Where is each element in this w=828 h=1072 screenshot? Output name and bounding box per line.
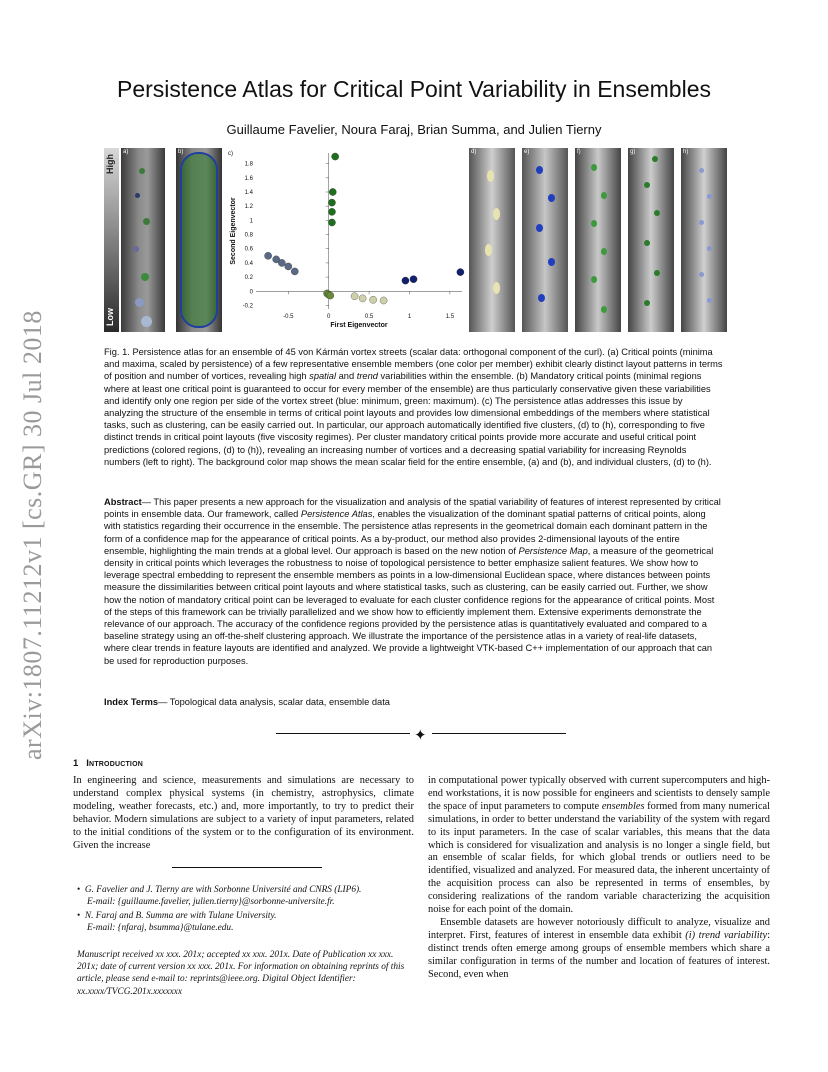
section-number: 1: [73, 758, 79, 769]
panel-f-image: [575, 148, 621, 332]
intro-text: formed from many numerical simulations, in order to better understand the variability of the system with regard to its input parameters. In the case of scalar variables, this means that the data which is considered for visualization and analysis is no longer a single field, but an ensemble of scalar fields, for which global trends or outliers need to be identified, visualized and analyzed. For measured data, the inherent uncertainty of the acquisition process can also be represented in terms of ensembles, by considering realizations of the random variable characterizing the acquisition noise for each point of the domain.: [428, 800, 770, 916]
abstract-emphasis: Persistence Atlas: [300, 509, 373, 520]
abstract: [104, 496, 724, 667]
intro-paragraph: [428, 917, 770, 982]
intro-left-column: [73, 775, 414, 852]
panel-label: b): [178, 149, 184, 155]
colorbar-low-label: Low: [105, 308, 115, 326]
x-tick-label: 0: [327, 314, 331, 320]
y-axis-label: Second Eigenvector: [230, 197, 237, 265]
footnote: [73, 884, 414, 909]
panel-label: g): [630, 149, 636, 155]
scatter-point: [380, 297, 387, 304]
panel-g-image: [628, 148, 674, 332]
footnote-bullet: •: [77, 910, 81, 921]
y-tick-label: 0.4: [244, 260, 253, 267]
footnote-email: E-mail: {nfaraj, bsumma}@tulane.edu.: [87, 923, 234, 934]
intro-right-column: [428, 775, 770, 982]
scatter-point: [370, 296, 377, 303]
y-tick-label: 1: [249, 218, 253, 225]
panel-label: d): [471, 149, 477, 155]
intro-text: : distinct trends often emerge among groups of ensemble members which share a similar configuration in terms of the number and location of features of interest. Second, even when: [428, 929, 770, 980]
footnote-text: G. Favelier and J. Tierny are with Sorbonne Université and CNRS (LIP6).: [84, 885, 362, 895]
divider-line: [432, 733, 566, 734]
y-tick-label: 1.2: [244, 204, 253, 211]
y-tick-label: -0.2: [242, 303, 253, 310]
footnote-rule: [172, 867, 322, 868]
scatter-point: [328, 208, 335, 215]
footnotes: [73, 884, 414, 998]
y-tick-label: 1.6: [244, 175, 253, 182]
x-axis-label: First Eigenvector: [330, 322, 388, 329]
scatter-point: [329, 188, 336, 195]
panel-b-image: [176, 148, 222, 332]
intro-emphasis: ensembles: [601, 800, 645, 812]
scatter-point: [291, 268, 298, 275]
scatter-point: [328, 219, 335, 226]
paper-title: Persistence Atlas for Critical Point Variability in Ensembles: [117, 76, 711, 102]
intro-text: Ensemble datasets are however notoriously difficult to analyze, visualize and interpret. First, features of interest in ensemble data exhibit: [428, 916, 770, 941]
scatter-point: [359, 295, 366, 302]
x-tick-label: 1.5: [445, 314, 455, 320]
index-terms: [104, 697, 724, 707]
abstract-text: , enables the visualization of the dominant spatial patterns of critical points, along with statistics regarding their occurrence in the ensemble. The persistence atlas represents in the geometrical domain each dominant pattern in the form of a confidence map for the appearance of critical points. As a by-product, our method also provides 2-dimensional layouts of the entire ensemble, highlighting the main trends at a global level. Our approach is based on the new notion of: [104, 509, 708, 556]
figure-caption: [104, 346, 724, 468]
caption-emphasis: trend: [356, 371, 378, 382]
scatter-point: [327, 292, 334, 299]
panel-d-image: [469, 148, 515, 332]
caption-label: Fig. 1.: [104, 347, 130, 357]
abstract-text: , a measure of the geometrical density in critical points which leverages the robustness to noise of topological persistence to better emphasize salient features. We show how to leverage spectral embedding to represent the ensemble members as points in a low-dimensional Euclidean space, where distances between points measure the dissimilarities between critical point layouts and where statistical tasks, such as clustering, can be easily carried out. Further, we show how the notion of mandatory critical point can be leveraged to evaluate for each cluster confidence regions for the appearance of critical points. Most of the steps of this framework can be trivially parallelized and we show how to efficiently implement them. Extensive experiments demonstrate the relevance of our approach. The accuracy of the confidence regions provided by the persistence atlas is quantitatively evaluated and compared to a baseline strategy using an off-the-shelf clustering approach. We illustrate the importance of the persistence atlas in a variety of real-life datasets, where clear trends in feature layouts are identified and analyzed. We provide a lightweight VTK-based C++ implementation of our approach that can be used for reproduction purposes.: [104, 545, 715, 666]
scatter-point: [328, 199, 335, 206]
x-tick-label: -0.5: [283, 314, 294, 320]
panel-e-image: [522, 148, 568, 332]
caption-text: variabilities within the ensemble. (b) Mandatory critical points (minimal regions where at least one critical point is guaranteed to occur for every member of the ensemble) are thus particularly conservative given these variabilities and identify only one region per side of the vortex street (blue: minimum, green: maximum). (c) The persistence atlas addresses this issue by analyzing the structure of the ensemble in terms of critical point layouts and provides low dimensional embeddings of the members where statistical tasks, such as clustering, can be easily carried out. In particular, our approach automatically identified five clusters, (d) to (h), corresponding to five distinct trends in critical point layouts (five viscosity regimes). Per cluster mandatory critical points provide more accurate and useful critical point predictions (colored regions, (d) to (h)), revealing an increasing number of vortices and a decreasing spatial variability for increasing Reynolds numbers (left to right). The background color map shows the mean scalar field for the entire ensemble, (a) and (b), and individual clusters, (d) to (h).: [104, 371, 712, 467]
index-terms-label: Index Terms: [104, 697, 159, 707]
section-title: Introduction: [86, 758, 143, 769]
divider-line: [276, 733, 410, 734]
footnote-email: E-mail: {guillaume.favelier, julien.tierny}@sorbonne-universite.fr.: [87, 897, 335, 908]
panel-a-image: [121, 148, 165, 332]
teaser-figure: [104, 147, 724, 335]
abstract-label: Abstract: [104, 497, 142, 507]
footnote-bullet: •: [77, 885, 81, 895]
colorbar: [104, 148, 119, 332]
y-tick-label: 0.2: [244, 275, 253, 282]
x-tick-label: 0.5: [364, 314, 374, 320]
y-tick-label: 0.6: [244, 246, 253, 253]
scatter-point: [410, 276, 417, 283]
arxiv-stamp: arXiv:1807.11212v1 [cs.GR] 30 Jul 2018: [18, 310, 47, 760]
abstract-text: — This paper presents a new approach for the visualization and analysis of the spatial variability of features of interest represented by critical points in ensemble data. Our framework, called: [104, 497, 721, 520]
intro-emphasis: (i) trend variability: [685, 929, 768, 941]
scatter-svg: [226, 147, 468, 335]
panel-label: c): [228, 151, 233, 157]
y-tick-label: 0: [249, 289, 253, 296]
panel-label: f): [577, 149, 581, 155]
intro-paragraph: In engineering and science, measurements and simulations are necessary to understand complex physical systems (in chemistry, astrophysics, climate modeling, weather forecasts, etc.) and, more importantly, to try to predict their behavior. Modern simulations are subject to a variety of input parameters, related to the initial conditions of the system or to the configuration of its environment. Given the increase: [73, 775, 414, 851]
author-list: Guillaume Favelier, Noura Faraj, Brian Summa, and Julien Tierny: [226, 122, 602, 137]
footnote-text: N. Faraj and B. Summa are with Tulane University.: [84, 910, 277, 921]
caption-text: Persistence atlas for an ensemble of 45 von Kármán vortex streets (scalar data: orthogonal component of the curl). (a) Critical points (minima and maxima, scaled by persistence) of a few representative ensemble members (one color per member) exhibit clearly distinct layout patterns in terms of position and number of vortices, revealing high: [104, 347, 723, 382]
x-tick-label: 1: [407, 314, 412, 320]
colorbar-high-label: High: [105, 154, 115, 174]
panel-label: h): [683, 149, 689, 155]
intro-paragraph: [428, 775, 770, 917]
footnote: [73, 910, 414, 935]
scatter-plot: [226, 147, 468, 335]
caption-emphasis: spatial: [309, 371, 337, 382]
panel-h-image: [681, 148, 727, 332]
manuscript-info: Manuscript received xx xxx. 201x; accepted xx xxx. 201x. Date of Publication xx xxx. 201x; date of current version xx xxx. 201x. For information on obtaining reprints of this article, please send e-mail to: reprints@ieee.org. Digital Object Identifier: xx.xxxx/TVCG.201x.xxxxxxx: [77, 949, 405, 997]
panel-label: e): [524, 149, 530, 155]
y-tick-label: 0.8: [244, 232, 253, 239]
y-tick-label: 1.4: [244, 190, 253, 196]
divider-diamond: ✦: [414, 726, 427, 744]
scatter-point: [265, 252, 272, 259]
caption-text: and: [336, 371, 357, 382]
scatter-point: [278, 259, 285, 266]
scatter-point: [351, 293, 358, 300]
scatter-point: [457, 269, 464, 276]
y-tick-label: 1.8: [244, 161, 253, 168]
abstract-emphasis: Persistence Map: [518, 545, 588, 556]
section-heading: [73, 758, 143, 769]
scatter-point: [402, 277, 409, 284]
index-terms-text: — Topological data analysis, scalar data, ensemble data: [158, 697, 390, 707]
intro-text: in computational power typically observed with current supercomputers and high-end workstations, it is now possible for engineers and scientists to densely sample the space of input parameters to compute: [428, 775, 770, 812]
section-divider: [276, 726, 566, 744]
panel-label: a): [123, 149, 129, 155]
scatter-point: [285, 263, 292, 270]
scatter-point: [332, 153, 339, 160]
